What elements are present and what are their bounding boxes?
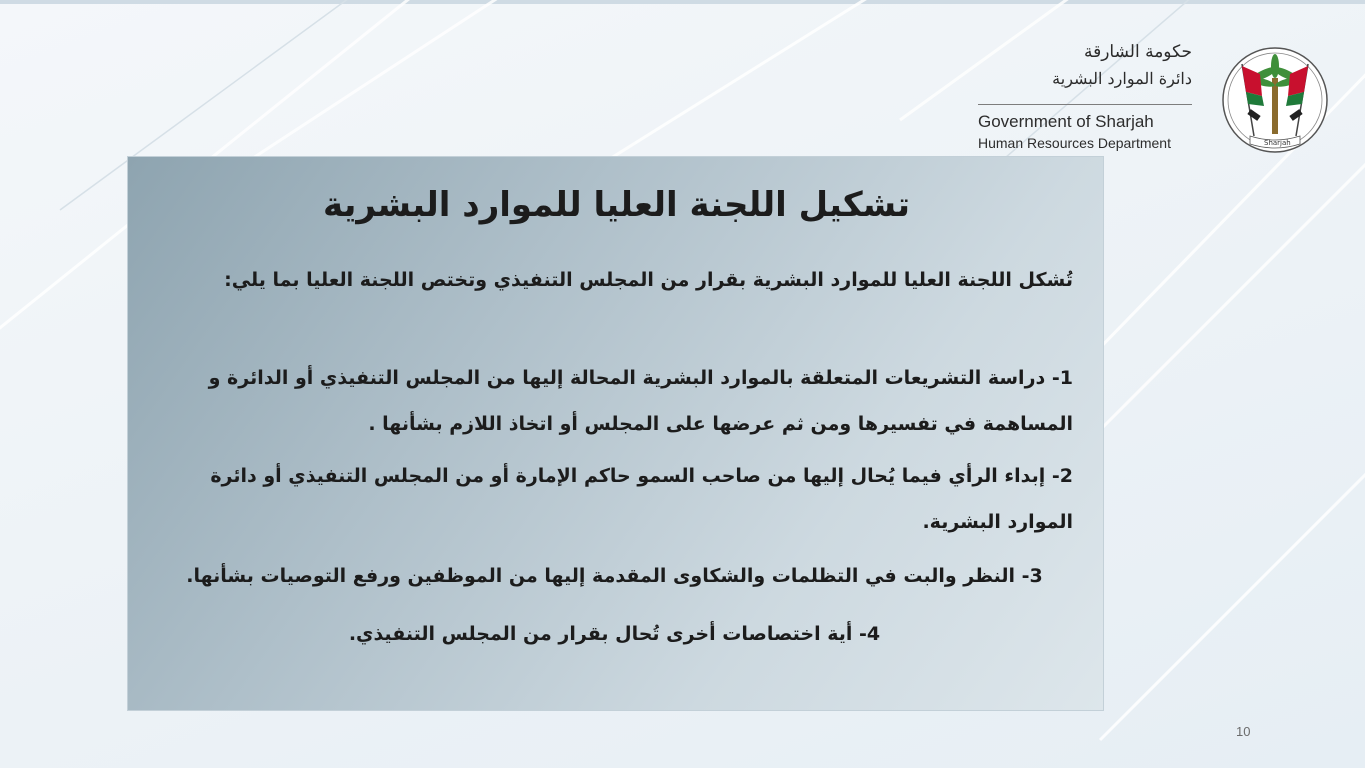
content-panel <box>127 156 1104 711</box>
slide-title: تشكيل اللجنة العليا للموارد البشرية <box>322 185 910 225</box>
hr-department-logo <box>970 40 1232 160</box>
emblem-caption: Sharjah <box>1264 139 1291 147</box>
list-item: 2- إبداء الرأي فيما يُحال إليها من صاحب السمو حاكم الإمارة أو من المجلس التنفيذي أو دائرة الموارد البشرية. <box>210 465 1073 533</box>
logo-divider <box>978 104 1192 105</box>
english-department-name: Human Resources Department <box>978 135 1171 151</box>
arabic-department-name: دائرة الموارد البشرية <box>1052 69 1192 88</box>
arabic-government-name: حكومة الشارقة <box>1083 42 1192 62</box>
page-number: 10 <box>1236 724 1251 739</box>
sharjah-emblem-icon <box>1220 44 1330 156</box>
list-item: 4- أية اختصاصات أخرى تُحال بقرار من المجلس التنفيذي. <box>348 623 881 645</box>
english-government-name: Government of Sharjah <box>978 112 1154 131</box>
list-item: 3- النظر والبت في التظلمات والشكاوى المقدمة إليها من الموظفين ورفع التوصيات بشأنها. <box>186 565 1043 587</box>
intro-text: تُشكل اللجنة العليا للموارد البشرية بقرار من المجلس التنفيذي وتختص اللجنة العليا بما يلي: <box>224 269 1073 291</box>
list-item: 1- دراسة التشريعات المتعلقة بالموارد البشرية المحالة إليها من المجلس التنفيذي أو الدائرة و المساهمة في تفسيرها ومن ثم عرضها على المجلس أو اتخاذ اللازم بشأنها . <box>208 367 1073 435</box>
